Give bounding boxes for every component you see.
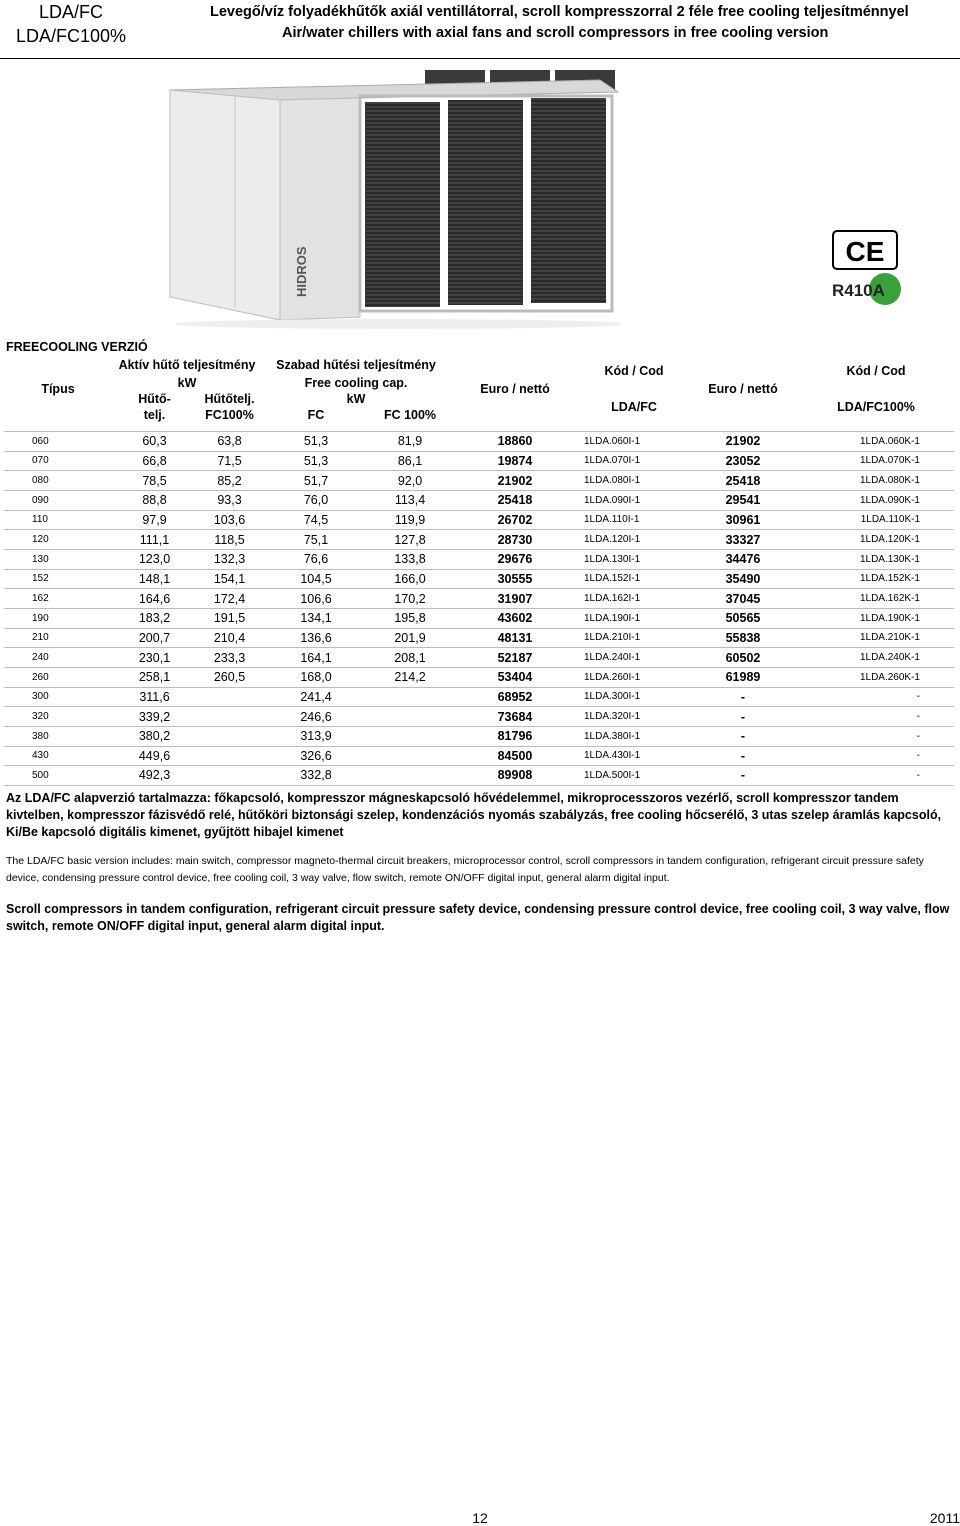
row-cooling-capacity-fc100 — [197, 766, 262, 786]
r410a-refrigerant-badge-icon — [828, 272, 904, 306]
row-type: 090 — [4, 490, 112, 510]
section-title: FREECOOLING VERZIÓ — [6, 340, 148, 354]
row-price-fc100: 37045 — [688, 589, 798, 609]
row-code-fc: 1LDA.500I-1 — [580, 766, 688, 786]
hidros-logo — [294, 246, 309, 297]
table-row — [4, 667, 954, 687]
row-cooling-capacity-fc100: 118,5 — [197, 530, 262, 550]
row-price-fc: 48131 — [450, 628, 580, 648]
row-code-fc100: 1LDA.130K-1 — [798, 549, 954, 569]
row-cooling-capacity-fc100: 103,6 — [197, 510, 262, 530]
row-cooling-capacity: 111,1 — [112, 530, 197, 550]
header-free-unit: kW — [346, 392, 366, 406]
row-price-fc100: 33327 — [688, 530, 798, 550]
row-code-fc: 1LDA.130I-1 — [580, 549, 688, 569]
row-price-fc100: - — [688, 707, 798, 727]
svg-text:R410A: R410A — [832, 281, 885, 300]
row-price-fc100: - — [688, 766, 798, 786]
row-type: 130 — [4, 549, 112, 569]
row-cooling-capacity: 339,2 — [112, 707, 197, 727]
row-free-cooling-100: 201,9 — [370, 628, 450, 648]
row-type: 210 — [4, 628, 112, 648]
description-hungarian: Az LDA/FC alapverzió tartalmazza: főkapcsoló, kompresszor mágneskapcsoló hővédelemmel, mikroprocesszoros vezérlő, scroll kompresszor tandem kivtelben, kompresszor fázisvédő relé, hűtőköri biztonsági szelep, kondenzációs nyomás szabályzás, free cooling hőcserélő, 3 utas szelep áramlás kapcsoló, Ki/Be kapcsoló digitális kimenet, gyűjtött hibajel kimenet — [6, 791, 942, 839]
row-free-cooling-100: 195,8 — [370, 608, 450, 628]
row-price-fc100: - — [688, 726, 798, 746]
row-cooling-capacity: 183,2 — [112, 608, 197, 628]
row-free-cooling: 74,5 — [262, 510, 370, 530]
row-cooling-capacity-fc100 — [197, 726, 262, 746]
row-free-cooling: 313,9 — [262, 726, 370, 746]
row-price-fc: 19874 — [450, 451, 580, 471]
row-cooling-capacity: 148,1 — [112, 569, 197, 589]
table-row — [4, 569, 954, 589]
table-row — [4, 608, 954, 628]
table-row — [4, 451, 954, 471]
row-price-fc100: 25418 — [688, 471, 798, 491]
row-code-fc100: 1LDA.080K-1 — [798, 471, 954, 491]
row-free-cooling-100: 92,0 — [370, 471, 450, 491]
page-title — [210, 2, 909, 44]
row-code-fc: 1LDA.320I-1 — [580, 707, 688, 727]
row-free-cooling-100: 119,9 — [370, 510, 450, 530]
row-cooling-capacity-fc100: 260,5 — [197, 667, 262, 687]
row-cooling-capacity-fc100: 191,5 — [197, 608, 262, 628]
row-code-fc: 1LDA.070I-1 — [580, 451, 688, 471]
row-cooling-capacity-fc100: 85,2 — [197, 471, 262, 491]
table-row — [4, 746, 954, 766]
row-type: 152 — [4, 569, 112, 589]
row-price-fc100: 35490 — [688, 569, 798, 589]
row-price-fc100: - — [688, 746, 798, 766]
table-row — [4, 490, 954, 510]
row-cooling-capacity: 97,9 — [112, 510, 197, 530]
row-cooling-capacity: 380,2 — [112, 726, 197, 746]
table-row — [4, 648, 954, 668]
row-free-cooling-100: 208,1 — [370, 648, 450, 668]
row-code-fc100: 1LDA.110K-1 — [798, 510, 954, 530]
row-cooling-capacity-fc100 — [197, 687, 262, 707]
row-cooling-capacity: 311,6 — [112, 687, 197, 707]
row-free-cooling-100 — [370, 726, 450, 746]
row-price-fc100: 50565 — [688, 608, 798, 628]
row-free-cooling: 104,5 — [262, 569, 370, 589]
svg-text:CE: CE — [845, 236, 885, 267]
table-row — [4, 707, 954, 727]
row-price-fc100: 34476 — [688, 549, 798, 569]
header-fc100: FC 100% — [383, 408, 437, 422]
row-type: 162 — [4, 589, 112, 609]
row-cooling-capacity: 200,7 — [112, 628, 197, 648]
model-line-1: LDA/FC — [38, 2, 103, 22]
row-code-fc: 1LDA.190I-1 — [580, 608, 688, 628]
row-cooling-capacity-fc100: 172,4 — [197, 589, 262, 609]
row-price-fc: 89908 — [450, 766, 580, 786]
row-free-cooling: 76,6 — [262, 549, 370, 569]
header-code-fc100-a: Kód / Cod — [846, 364, 906, 378]
row-free-cooling: 51,3 — [262, 432, 370, 452]
page-number: 12 — [472, 1510, 488, 1526]
row-price-fc: 26702 — [450, 510, 580, 530]
row-price-fc100: 61989 — [688, 667, 798, 687]
row-code-fc100: 1LDA.120K-1 — [798, 530, 954, 550]
row-cooling-capacity: 123,0 — [112, 549, 197, 569]
row-type: 500 — [4, 766, 112, 786]
row-price-fc: 84500 — [450, 746, 580, 766]
model-line-2: LDA/FC100% — [15, 26, 127, 46]
row-cooling-capacity: 230,1 — [112, 648, 197, 668]
table-row — [4, 766, 954, 786]
header-free-subtitle: Free cooling cap. — [304, 376, 408, 390]
row-cooling-capacity: 66,8 — [112, 451, 197, 471]
row-cooling-capacity: 164,6 — [112, 589, 197, 609]
row-cooling-capacity-fc100: 63,8 — [197, 432, 262, 452]
row-free-cooling-100: 113,4 — [370, 490, 450, 510]
row-free-cooling-100: 170,2 — [370, 589, 450, 609]
row-code-fc: 1LDA.060I-1 — [580, 432, 688, 452]
row-cooling-capacity-fc100: 93,3 — [197, 490, 262, 510]
row-cooling-capacity-fc100: 210,4 — [197, 628, 262, 648]
header-price-fc100: Euro / nettó — [708, 382, 778, 396]
table-row — [4, 432, 954, 452]
ce-mark-icon — [832, 230, 898, 270]
header-type: Típus — [41, 382, 75, 396]
header-fc: FC — [307, 408, 325, 422]
row-code-fc: 1LDA.162I-1 — [580, 589, 688, 609]
header-free-title: Szabad hűtési teljesítmény — [276, 358, 436, 372]
row-price-fc: 28730 — [450, 530, 580, 550]
row-code-fc100: 1LDA.240K-1 — [798, 648, 954, 668]
row-free-cooling-100 — [370, 687, 450, 707]
header-active-unit: kW — [177, 376, 197, 390]
table-row — [4, 510, 954, 530]
table-row — [4, 530, 954, 550]
row-code-fc100: 1LDA.070K-1 — [798, 451, 954, 471]
row-price-fc100: 60502 — [688, 648, 798, 668]
row-price-fc: 25418 — [450, 490, 580, 510]
row-free-cooling: 75,1 — [262, 530, 370, 550]
row-code-fc: 1LDA.080I-1 — [580, 471, 688, 491]
row-type: 320 — [4, 707, 112, 727]
page-header — [0, 0, 960, 59]
row-price-fc: 31907 — [450, 589, 580, 609]
table-row — [4, 726, 954, 746]
table-row — [4, 687, 954, 707]
row-free-cooling: 51,3 — [262, 451, 370, 471]
row-code-fc: 1LDA.120I-1 — [580, 530, 688, 550]
title-hungarian: Levegő/víz folyadékhűtők axiál ventillátorral, scroll kompresszorral 2 féle free cooling teljesítménnyel — [210, 4, 909, 20]
row-code-fc100: 1LDA.210K-1 — [798, 628, 954, 648]
row-cooling-capacity-fc100 — [197, 746, 262, 766]
row-price-fc: 30555 — [450, 569, 580, 589]
row-free-cooling: 136,6 — [262, 628, 370, 648]
row-free-cooling: 76,0 — [262, 490, 370, 510]
header-active-cap — [112, 391, 197, 423]
row-code-fc100: - — [798, 707, 954, 727]
row-price-fc100: 29541 — [688, 490, 798, 510]
row-cooling-capacity-fc100: 233,3 — [197, 648, 262, 668]
row-free-cooling: 51,7 — [262, 471, 370, 491]
chiller-product-image — [160, 62, 620, 330]
row-free-cooling: 246,6 — [262, 707, 370, 727]
row-free-cooling-100: 127,8 — [370, 530, 450, 550]
row-free-cooling-100: 166,0 — [370, 569, 450, 589]
row-free-cooling-100: 86,1 — [370, 451, 450, 471]
row-cooling-capacity: 449,6 — [112, 746, 197, 766]
table-body — [4, 432, 954, 786]
row-type: 430 — [4, 746, 112, 766]
row-free-cooling: 106,6 — [262, 589, 370, 609]
row-code-fc: 1LDA.300I-1 — [580, 687, 688, 707]
price-table — [4, 355, 954, 786]
table-header — [4, 355, 954, 432]
header-code-fc100-b: LDA/FC100% — [837, 400, 915, 414]
row-price-fc: 29676 — [450, 549, 580, 569]
row-free-cooling-100: 81,9 — [370, 432, 450, 452]
row-cooling-capacity-fc100 — [197, 707, 262, 727]
row-code-fc: 1LDA.090I-1 — [580, 490, 688, 510]
row-code-fc: 1LDA.210I-1 — [580, 628, 688, 648]
header-price-fc: Euro / nettó — [480, 382, 550, 396]
description-english-summary: Scroll compressors in tandem configuration, refrigerant circuit pressure safety device, condensing pressure control device, free cooling coil, 3 way valve, flow switch, remote ON/OFF digital input, general alarm digital input. — [6, 902, 950, 933]
table-row — [4, 628, 954, 648]
row-type: 190 — [4, 608, 112, 628]
row-free-cooling-100 — [370, 707, 450, 727]
row-cooling-capacity: 78,5 — [112, 471, 197, 491]
footer-year: 2011 — [929, 1510, 960, 1526]
row-free-cooling: 164,1 — [262, 648, 370, 668]
row-type: 120 — [4, 530, 112, 550]
table-row — [4, 471, 954, 491]
row-free-cooling-100: 133,8 — [370, 549, 450, 569]
header-code-fc — [580, 355, 688, 423]
row-price-fc: 18860 — [450, 432, 580, 452]
row-free-cooling-100 — [370, 746, 450, 766]
description-english: The LDA/FC basic version includes: main switch, compressor magneto-thermal circuit breakers, microprocessor control, scroll compressors in tandem configuration, refrigerant circuit pressure safety device, condensing pressure control device, free cooling coil, 3 way valve, flow switch, remote ON/OFF digital input, general alarm digital input. — [6, 855, 924, 884]
row-code-fc100: - — [798, 766, 954, 786]
row-code-fc100: - — [798, 726, 954, 746]
row-code-fc100: 1LDA.190K-1 — [798, 608, 954, 628]
row-type: 380 — [4, 726, 112, 746]
row-code-fc: 1LDA.260I-1 — [580, 667, 688, 687]
row-cooling-capacity-fc100: 71,5 — [197, 451, 262, 471]
row-code-fc: 1LDA.152I-1 — [580, 569, 688, 589]
row-code-fc: 1LDA.430I-1 — [580, 746, 688, 766]
row-code-fc100: 1LDA.060K-1 — [798, 432, 954, 452]
row-cooling-capacity-fc100: 132,3 — [197, 549, 262, 569]
model-name — [6, 0, 136, 48]
header-active-group — [112, 355, 262, 375]
row-type: 260 — [4, 667, 112, 687]
header-active-title: Aktív hűtő teljesítmény — [118, 358, 256, 372]
row-type: 070 — [4, 451, 112, 471]
svg-text:HIDROS: HIDROS — [294, 246, 309, 297]
row-cooling-capacity: 258,1 — [112, 667, 197, 687]
row-price-fc100: 23052 — [688, 451, 798, 471]
row-free-cooling: 168,0 — [262, 667, 370, 687]
table-row — [4, 589, 954, 609]
row-price-fc100: 30961 — [688, 510, 798, 530]
row-price-fc: 43602 — [450, 608, 580, 628]
row-price-fc: 52187 — [450, 648, 580, 668]
row-price-fc: 73684 — [450, 707, 580, 727]
row-cooling-capacity-fc100: 154,1 — [197, 569, 262, 589]
row-free-cooling: 134,1 — [262, 608, 370, 628]
row-price-fc: 81796 — [450, 726, 580, 746]
row-type: 240 — [4, 648, 112, 668]
row-code-fc100: 1LDA.152K-1 — [798, 569, 954, 589]
header-active-cap-a: Hűtő- — [138, 392, 171, 406]
header-code-fc-a: Kód / Cod — [604, 364, 664, 378]
row-code-fc: 1LDA.240I-1 — [580, 648, 688, 668]
row-cooling-capacity: 492,3 — [112, 766, 197, 786]
header-code-fc100 — [798, 355, 954, 423]
header-free-group — [262, 355, 450, 375]
row-free-cooling-100 — [370, 766, 450, 786]
row-free-cooling-100: 214,2 — [370, 667, 450, 687]
row-cooling-capacity: 60,3 — [112, 432, 197, 452]
row-price-fc100: 55838 — [688, 628, 798, 648]
header-active-cap100: Hűtőtelj. FC100% — [204, 392, 255, 422]
row-price-fc: 68952 — [450, 687, 580, 707]
row-type: 080 — [4, 471, 112, 491]
row-free-cooling: 326,6 — [262, 746, 370, 766]
header-active-cap-b: telj. — [143, 408, 166, 422]
row-free-cooling: 332,8 — [262, 766, 370, 786]
row-code-fc100: 1LDA.090K-1 — [798, 490, 954, 510]
row-code-fc100: 1LDA.162K-1 — [798, 589, 954, 609]
row-cooling-capacity: 88,8 — [112, 490, 197, 510]
price-table-wrapper — [4, 355, 954, 786]
row-price-fc100: - — [688, 687, 798, 707]
row-price-fc: 53404 — [450, 667, 580, 687]
row-code-fc100: 1LDA.260K-1 — [798, 667, 954, 687]
header-code-fc-b: LDA/FC — [611, 400, 657, 414]
row-type: 110 — [4, 510, 112, 530]
table-row — [4, 549, 954, 569]
row-price-fc: 21902 — [450, 471, 580, 491]
row-code-fc: 1LDA.380I-1 — [580, 726, 688, 746]
row-free-cooling: 241,4 — [262, 687, 370, 707]
title-english: Air/water chillers with axial fans and scroll compressors in free cooling version — [282, 25, 829, 41]
row-code-fc100: - — [798, 687, 954, 707]
row-code-fc: 1LDA.110I-1 — [580, 510, 688, 530]
row-code-fc100: - — [798, 746, 954, 766]
row-type: 300 — [4, 687, 112, 707]
row-type: 060 — [4, 432, 112, 452]
row-price-fc100: 21902 — [688, 432, 798, 452]
